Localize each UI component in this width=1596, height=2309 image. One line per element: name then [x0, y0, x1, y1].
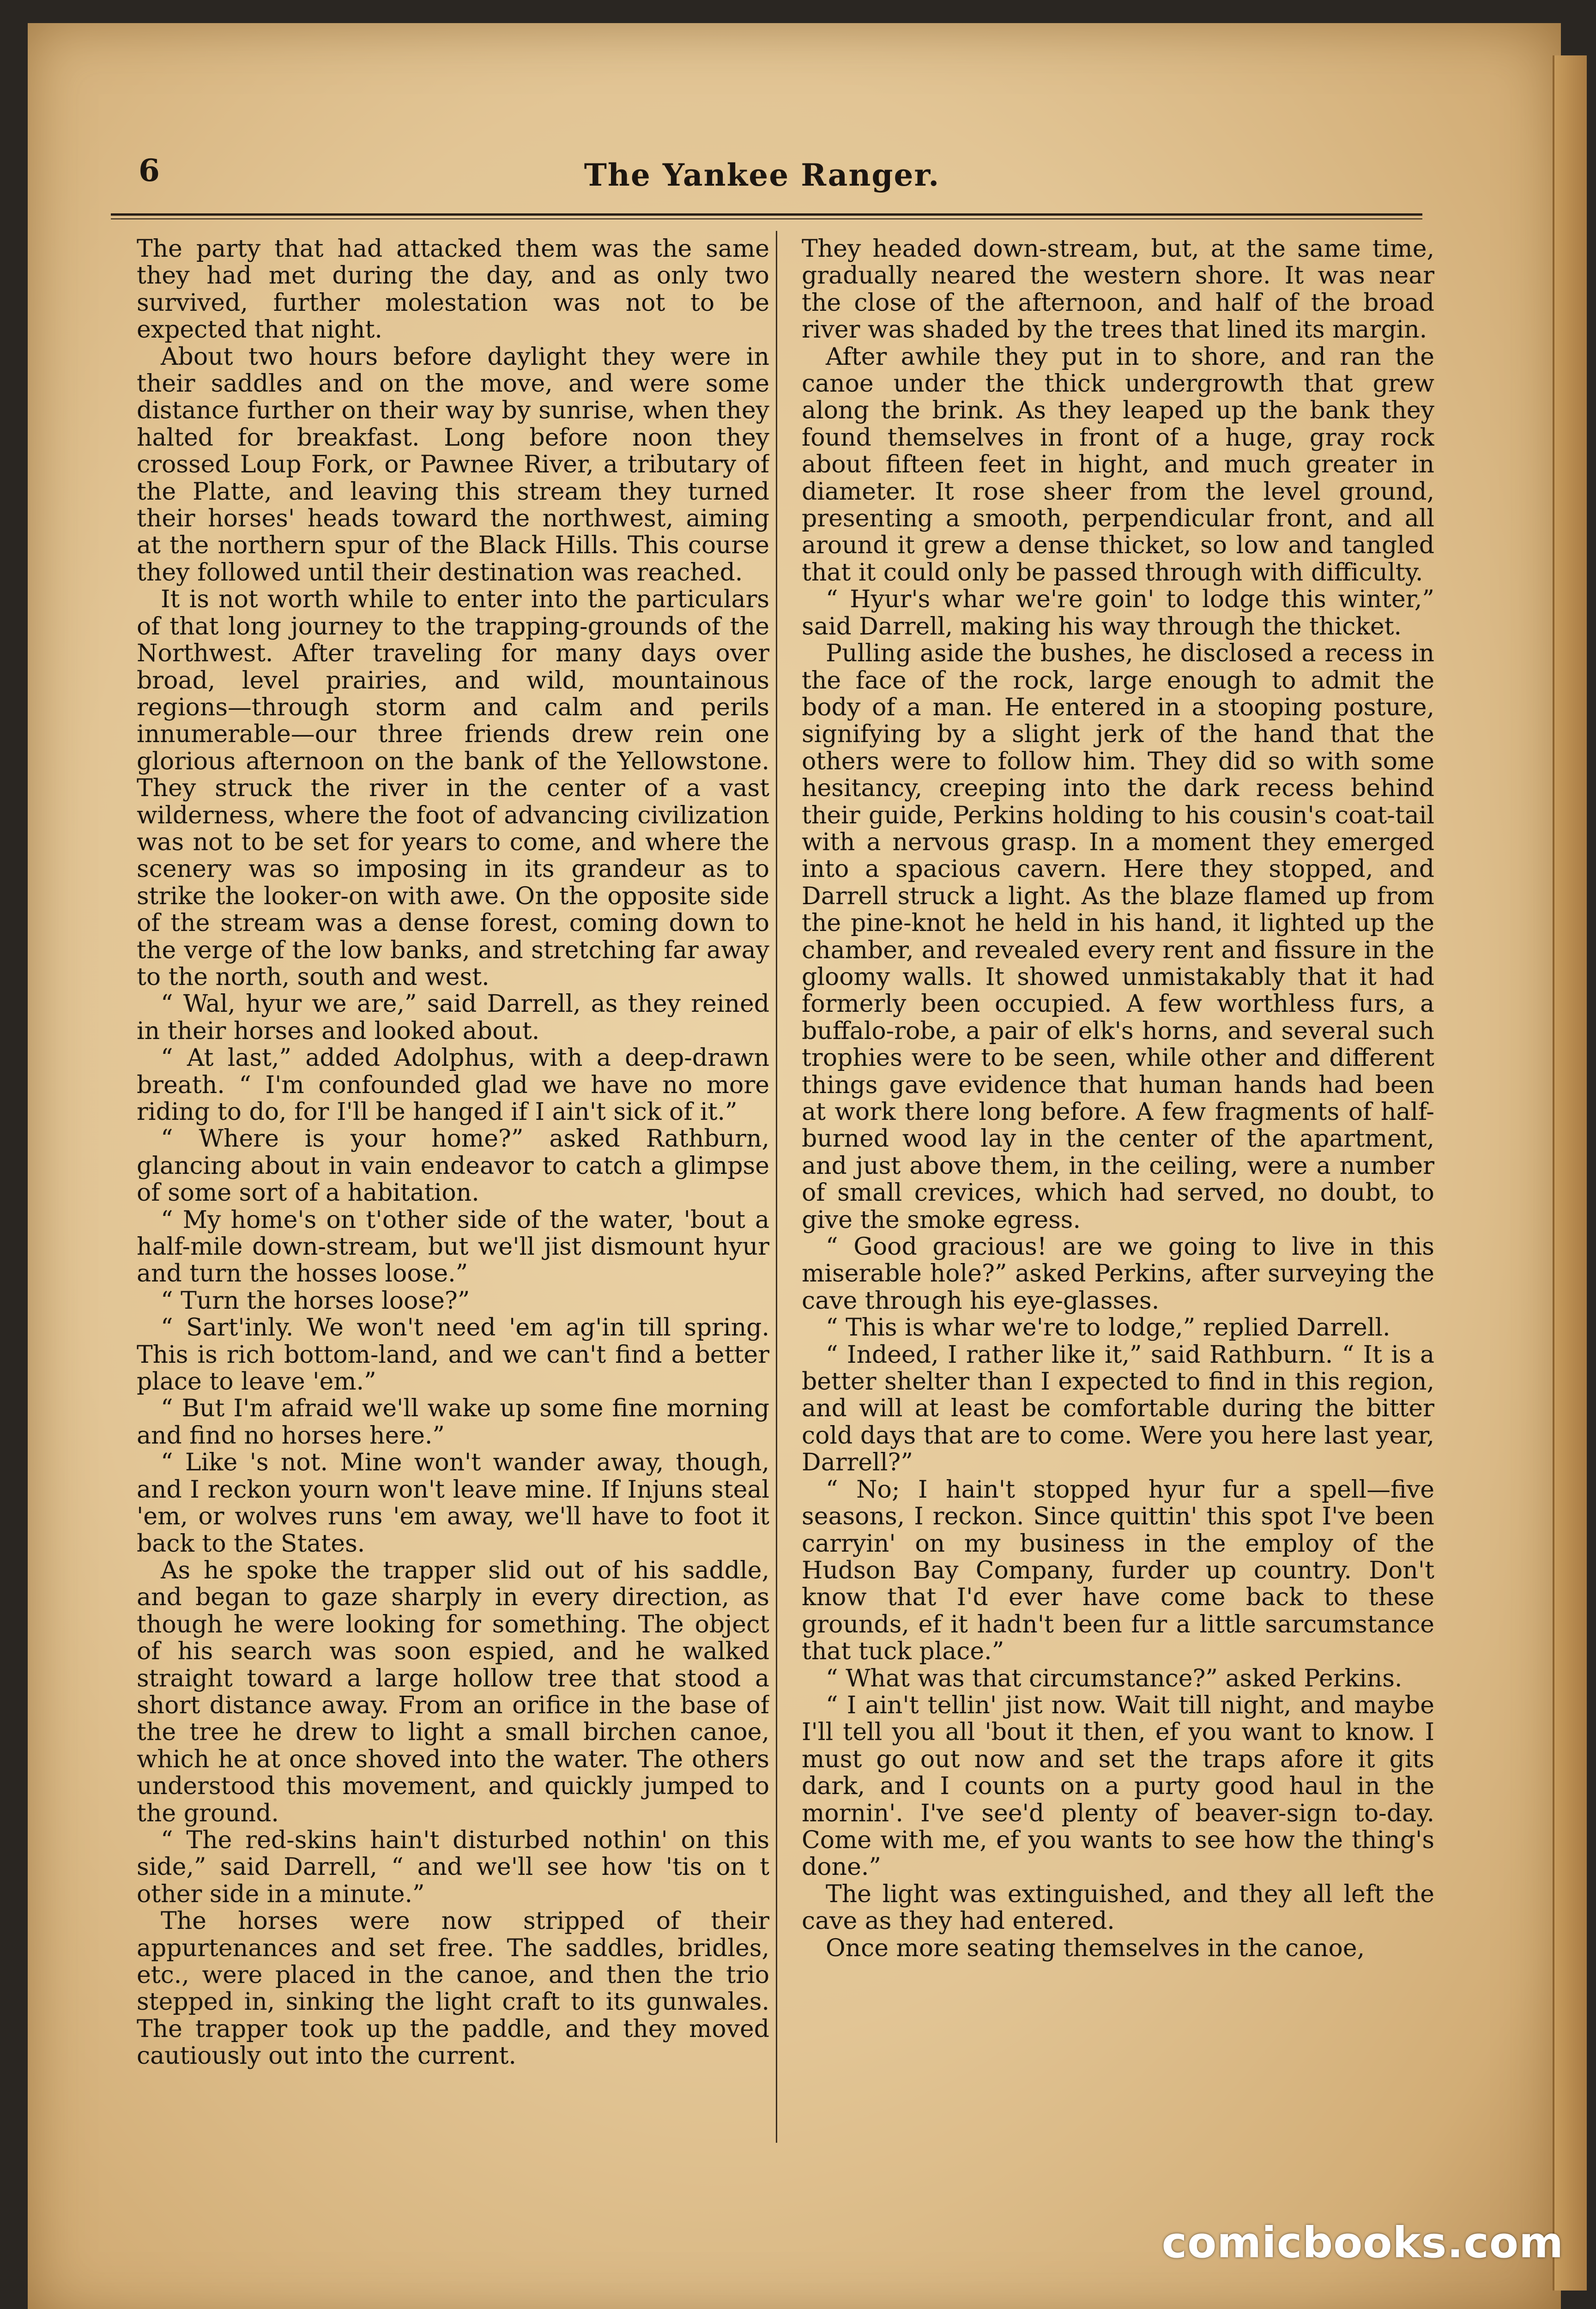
paragraph: “ This is whar we're to lodge,” replied Darrell. — [826, 1314, 1390, 1342]
header-rule — [111, 213, 1422, 219]
paragraph: About two hours before daylight they were in their saddles and on the move, and were some distance further on their way by sunrise, when they halted for breakfast. Long before noon they crossed Loup Fork, or Pawnee River, a tributary of the Platte, and leaving this stream they turned their horses' heads toward the northwest, aiming at the northern spur of the Black Hills. This course they followed until their destination was reached. — [137, 343, 769, 586]
page-header — [111, 152, 1413, 208]
paragraph: “ Indeed, I rather like it,” said Rathburn. “ It is a better shelter than I expected to find in this region, and will at least be comfortable during the bitter cold days that are to come. Were you here last year, Darrell?” — [802, 1341, 1434, 1477]
paragraph: It is not worth while to enter into the particulars of that long journey to the trapping-grounds of the Northwest. After traveling for many days over broad, level prairies, and wild, mountainous regions—through storm and calm and perils innumerable—our three friends drew rein one glorious afternoon on the bank of the Yellowstone. They struck the river in the center of a vast wilderness, where the foot of advancing civilization was not to be set for years to come, and where the scenery was so imposing in its grandeur as to strike the looker-on with awe. On the opposite side of the stream was a dense forest, coming down to the verge of the low banks, and stretching far away to the north, south and west. — [137, 586, 769, 991]
paragraph: “ I ain't tellin' jist now. Wait till night, and maybe I'll tell you all 'bout it then, ef you want to know. I must go out now and set the traps afore it gits dark, and I counts on a purty good haul in the mornin'. I've see'd plenty of beaver-sign to-day. Come with me, ef you wants to see how the thing's done.” — [802, 1691, 1434, 1881]
paragraph: “ Where is your home?” asked Rathburn, glancing about in vain endeavor to catch a glimpse of some sort of a habitation. — [137, 1125, 769, 1207]
paragraph: “ At last,” added Adolphus, with a deep-drawn breath. “ I'm confounded glad we have no more riding to do, for I'll be hanged if I ain't sick of it.” — [137, 1044, 769, 1126]
paragraph: “ Like 's not. Mine won't wander away, though, and I reckon yourn won't leave mine. If Injuns steal 'em, or wolves runs 'em away, we'll have to foot it back to the States. — [137, 1449, 769, 1558]
paragraph: They headed down-stream, but, at the same time, gradually neared the western shore. It was near the close of the afternoon, and half of the broad river was shaded by the trees that lined its margin. — [802, 236, 1434, 344]
right-column — [802, 236, 1434, 2161]
page-number: 6 — [139, 152, 160, 188]
paragraph: “ Turn the horses loose?” — [161, 1287, 470, 1315]
paragraph: The horses were now stripped of their appurtenances and set free. The saddles, bridles, etc., were placed in the canoe, and then the trio stepped in, sinking the light craft to its gunwales. The trapper took up the paddle, and they moved cautiously out into the current. — [137, 1907, 769, 2070]
paragraph: After awhile they put in to shore, and ran the canoe under the thick undergrowth that grew along the brink. As they leaped up the bank they found themselves in front of a huge, gray rock about fifteen feet in hight, and much greater in diameter. It rose sheer from the level ground, presenting a smooth, perpendicular front, and all around it grew a dense thicket, so low and tangled that it could only be passed through with difficulty. — [802, 343, 1434, 586]
paragraph: The party that had attacked them was the same they had met during the day, and as only two survived, further molestation was not to be expected that night. — [137, 236, 769, 344]
paragraph: Once more seating themselves in the canoe, — [826, 1934, 1365, 1962]
paragraph: “ The red-skins hain't disturbed nothin' on this side,” said Darrell, “ and we'll see how 'tis on t other side in a minute.” — [137, 1826, 769, 1908]
paragraph: “ Hyur's whar we're goin' to lodge this winter,” said Darrell, making his way through the thicket. — [802, 586, 1434, 641]
paragraph: “ No; I hain't stopped hyur fur a spell—five seasons, I reckon. Since quittin' this spot I've been carryin' on my business in the employ of the Hudson Bay Company, furder up country. Don't know that I'd ever have come back to these grounds, ef it hadn't been fur a little sarcumstance that tuck place.” — [802, 1475, 1434, 1666]
paragraph: “ Sart'inly. We won't need 'em ag'in till spring. This is rich bottom-land, and we can't find a better place to leave 'em.” — [137, 1314, 769, 1396]
running-title: The Yankee Ranger. — [584, 157, 940, 193]
paragraph: As he spoke the trapper slid out of his saddle, and began to gaze sharply in every direction, as though he were looking for something. The object of his search was soon espied, and he walked straight toward a large hollow tree that stood a short distance away. From an orifice in the base of the tree he drew to light a small birchen canoe, which he at once shoved into the water. The others understood this movement, and quickly jumped to the ground. — [137, 1556, 769, 1827]
paragraph: “ Good gracious! are we going to live in this miserable hole?” asked Perkins, after surveying the cave through his eye-glasses. — [802, 1233, 1434, 1315]
paragraph: “ My home's on t'other side of the water, 'bout a half-mile down-stream, but we'll jist dismount hyur and turn the hosses loose.” — [137, 1206, 769, 1288]
left-column — [137, 236, 769, 2161]
column-divider — [776, 231, 777, 2143]
paragraph: “ What was that circumstance?” asked Perkins. — [826, 1664, 1403, 1692]
watermark: comicbooks.com — [1161, 2218, 1564, 2267]
paragraph: “ Wal, hyur we are,” said Darrell, as they reined in their horses and looked about. — [137, 990, 769, 1045]
paragraph: “ But I'm afraid we'll wake up some fine morning and find no horses here.” — [137, 1395, 769, 1450]
page-edge — [1553, 55, 1587, 2291]
paragraph: The light was extinguished, and they all left the cave as they had entered. — [802, 1880, 1434, 1935]
paragraph: Pulling aside the bushes, he disclosed a recess in the face of the rock, large enough to admit the body of a man. He entered in a stooping posture, signifying by a slight jerk of the hand that the others were to follow him. They did so with some hesitancy, creeping into the dark recess behind their guide, Perkins holding to his cousin's coat-tail with a nervous grasp. In a moment they emerged into a spacious cavern. Here they stopped, and Darrell struck a light. As the blaze flamed up from the pine-knot he held in his hand, it lighted up the chamber, and revealed every rent and fissure in the gloomy walls. It showed unmistakably that it had formerly been occupied. A few worthless furs, a buffalo-robe, a pair of elk's horns, and several such trophies were to be seen, while other and different things gave evidence that human hands had been at work there long before. A few fragments of half-burned wood lay in the center of the apartment, and just above them, in the ceiling, were a number of small crevices, which had served, no doubt, to give the smoke egress. — [802, 640, 1434, 1234]
